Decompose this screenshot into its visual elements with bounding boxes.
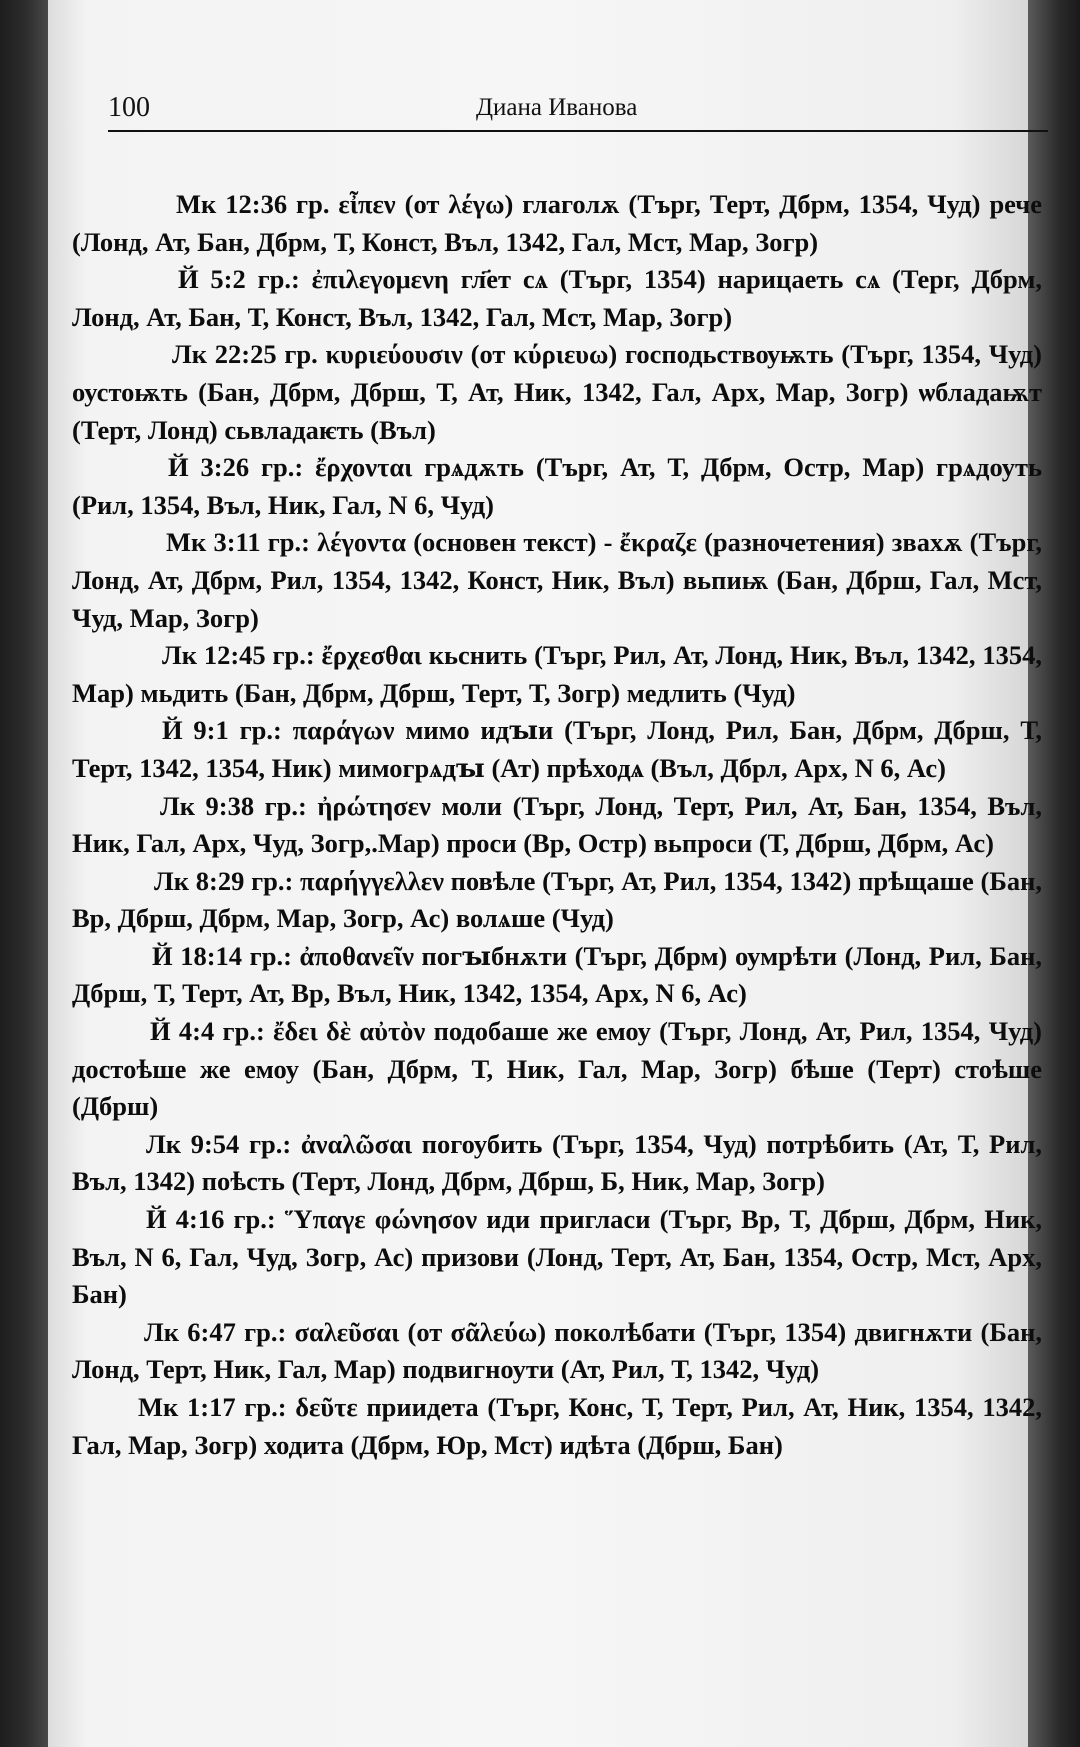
entry: Мк 12:36 гр. εἶπεν (от λέγω) глаголѫ (Търг, Терт, Дбрм, 1354, Чуд) рече (Лонд, Ат, Бан, Дбрм, Т, Конст, Въл, 1342, Гал, Мст, Мар, Зогр) <box>72 189 1042 257</box>
entry: Лк 9:54 гр.: ἀναλῶσαι погоубить (Търг, 1354, Чуд) потрѣбить (Ат, Т, Рил, Въл, 1342) поѣсть (Терт, Лонд, Дбрм, Дбрш, Б, Ник, Мар, Зогр) <box>72 1128 1042 1197</box>
running-title: Диана Иванова <box>476 94 638 121</box>
entry: Й 5:2 гр.: ἐπιλεγομενη гл҃ет сѧ (Търг, 1354) нарицаеть сѧ (Терг, Дбрм, Лонд, Ат, Бан, Т, Конст, Въл, 1342, Гал, Мст, Мар, Зогр) <box>72 264 1042 332</box>
entry: Лк 22:25 гр. κυριεύουσιν (от κύριευω) господьствѹѭть (Търг, 1354, Чуд) оустоѭть (Бан, Дбрм, Дбрш, Т, Ат, Ник, 1342, Гал, Арх, Мар, Зогр) ѡбладаѭт (Терт, Лонд) сьвладаѥть (Въл) <box>72 339 1042 445</box>
header-rule <box>108 130 1048 132</box>
page-number: 100 <box>108 92 150 123</box>
entry: Й 18:14 гр.: ἀποθανεῖν погꙑбнѫти (Търг, Дбрм) оумрѣти (Лонд, Рил, Бан, Дбрш, Т, Терт, Ат, Вр, Въл, Ник, 1342, 1354, Арх, N 6, Ас) <box>72 940 1042 1009</box>
entry: Й 3:26 гр.: ἔρχονται грѧдѫть (Търг, Ат, Т, Дбрм, Остр, Мар) грѧдоуть (Рил, 1354, Въл, Ник, Гал, N 6, Чуд) <box>72 452 1042 520</box>
entry: Лк 8:29 гр.: παρήγγελλεν повѣле (Търг, Ат, Рил, 1354, 1342) прѣщаше (Бан, Вр, Дбрш, Дбрм, Мар, Зогр, Ас) волѧше (Чуд) <box>72 865 1042 934</box>
entry: Мк 1:17 гр.: δεῦτε приидета (Търг, Конс, Т, Терт, Рил, Ат, Ник, 1354, 1342, Гал, Мар, Зогр) ходита (Дбрм, Юр, Мст) идѣта (Дбрш, Бан) <box>72 1392 1042 1460</box>
scan-shadow-left <box>0 0 50 1747</box>
entry: Лк 9:38 гр.: ἠρώτησεν моли (Търг, Лонд, Терт, Рил, Ат, Бан, 1354, Въл, Ник, Гал, Арх, Чуд, Зогр,.Мар) проси (Вр, Остр) вьпроси (Т, Дбрш, Дбрм, Ас) <box>72 790 1042 859</box>
entry: Мк 3:11 гр.: λέγοντα (основен текст) - ἔκραζε (разночетения) звахѫ (Търг, Лонд, Ат, Дбрм, Рил, 1354, 1342, Конст, Ник, Въл) вьпиѭ (Бан, Дбрш, Гал, Мст, Чуд, Мар, Зогр) <box>72 527 1042 633</box>
entry: Й 9:1 гр.: παράγων мимо идꙑи (Търг, Лонд, Рил, Бан, Дбрм, Дбрш, Т, Терт, 1342, 1354, Ник) мимогрѧдꙑ (Ат) прѣходѧ (Въл, Дбрл, Арх, N 6, Ас) <box>72 715 1042 783</box>
entry: Й 4:4 гр.: ἔδει δὲ αὐτὸν подобаше же емоу (Търг, Лонд, Ат, Рил, 1354, Чуд) достоѣше же емоу (Бан, Дбрм, Т, Ник, Гал, Мар, Зогр) бѣше (Терт) стоѣше (Дбрш) <box>72 1016 1042 1122</box>
entry: Й 4:16 гр.: Ὕπαγε φώνησον иди пригласи (Търг, Вр, Т, Дбрш, Дбрм, Ник, Въл, N 6, Гал, Чуд, Зогр, Ас) призови (Лонд, Терт, Ат, Бан, 1354, Остр, Мст, Арх, Бан) <box>72 1204 1042 1310</box>
page-header <box>108 92 1048 132</box>
entry: Лк 12:45 гр.: ἔρχεσθαι кьснить (Търг, Рил, Ат, Лонд, Ник, Въл, 1342, 1354, Мар) мьдить (Бан, Дбрм, Дбрш, Терт, Т, Зогр) медлить (Чуд) <box>72 640 1042 708</box>
entry: Лк 6:47 гр.: σαλεῦσαι (от σᾶλεύω) поколѣбати (Търг, 1354) двигнѫти (Бан, Лонд, Терт, Ник, Гал, Мар) подвигноути (Ат, Рил, Т, 1342, Чуд) <box>72 1316 1042 1385</box>
body-text <box>72 186 1042 1464</box>
